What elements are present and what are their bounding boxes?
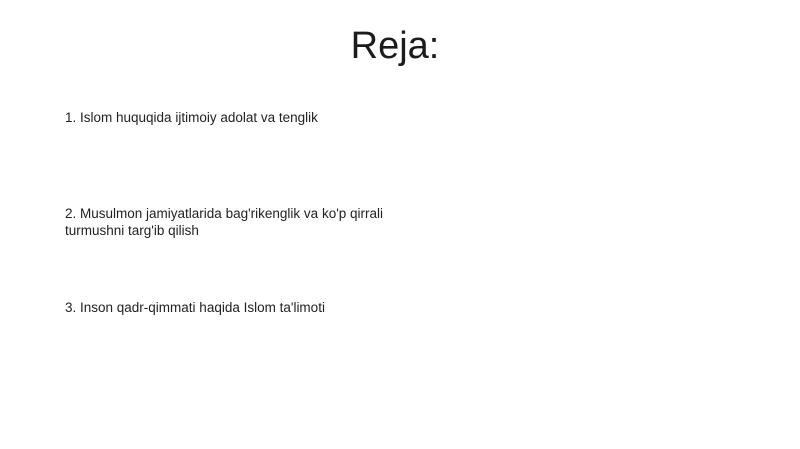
plan-item-2: 2. Musulmon jamiyatlarida bag'rikenglik va ko'p qirrali turmushni targ'ib qilish [65, 206, 384, 238]
slide-title: Reja: [350, 25, 440, 67]
plan-item-1: 1. Islom huquqida ijtimoiy adolat va tenglik [65, 110, 318, 125]
plan-item-3: 3. Inson qadr-qimmati haqida Islom ta'limoti [65, 300, 325, 315]
